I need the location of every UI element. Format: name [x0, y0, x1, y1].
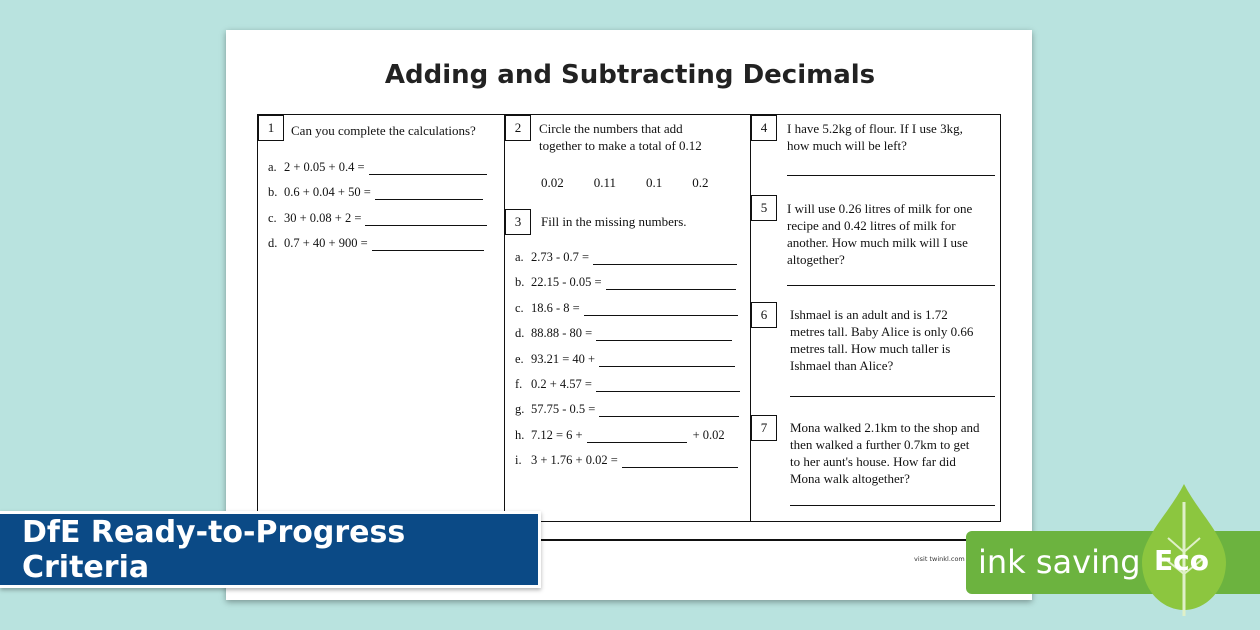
item-label: i. [515, 453, 522, 467]
q3-item-h [515, 428, 725, 443]
answer-line[interactable] [622, 455, 738, 468]
question-3-prompt: Fill in the missing numbers. [541, 214, 687, 229]
prompt-line: Ishmael is an adult and is 1.72 [790, 307, 948, 322]
option-number[interactable]: 0.02 [541, 175, 564, 190]
prompt-line: metres tall. How much taller is [790, 341, 951, 356]
footer-url[interactable]: visit twinkl.com [914, 555, 965, 563]
item-label: c. [515, 301, 524, 315]
prompt-line: I will use 0.26 litres of milk for one [787, 201, 973, 216]
question-6-number: 6 [751, 302, 777, 328]
answer-line[interactable] [375, 187, 483, 200]
question-3-number: 3 [505, 209, 531, 235]
item-suffix: + 0.02 [692, 428, 725, 442]
item-expression: 7.12 = 6 + [531, 428, 583, 442]
q3-item-c [515, 301, 738, 316]
item-expression: 22.15 - 0.05 = [531, 275, 602, 289]
prompt-line: recipe and 0.42 litres of milk for [787, 218, 956, 233]
q2-options [541, 175, 739, 191]
q3-item-d [515, 326, 732, 341]
item-label: f. [515, 377, 523, 391]
option-number[interactable]: 0.11 [593, 175, 617, 190]
answer-line[interactable] [372, 238, 484, 251]
worksheet-title: Adding and Subtracting Decimals [384, 60, 876, 90]
q5-answer-line[interactable] [787, 285, 995, 286]
item-label: a. [268, 160, 277, 174]
question-2-prompt [539, 120, 702, 154]
q4-answer-line[interactable] [787, 175, 995, 176]
eco-word: Eco [1154, 544, 1209, 577]
prompt-line: I have 5.2kg of flour. If I use 3kg, [787, 121, 963, 136]
item-label: d. [515, 326, 525, 340]
prompt-line: together to make a total of 0.12 [539, 138, 702, 153]
prompt-line: how much will be left? [787, 138, 907, 153]
q1-item-d [268, 236, 484, 251]
answer-line[interactable] [369, 162, 487, 175]
question-4-number: 4 [751, 115, 777, 141]
answer-line[interactable] [587, 430, 687, 443]
item-expression: 88.88 - 80 = [531, 326, 593, 340]
item-expression: 93.21 = 40 + [531, 352, 596, 366]
answer-line[interactable] [599, 354, 735, 367]
prompt-line: another. How much milk will I use [787, 235, 968, 250]
prompt-line: Mona walked 2.1km to the shop and [790, 420, 980, 435]
option-number[interactable]: 0.1 [646, 175, 663, 190]
item-label: b. [515, 275, 525, 289]
item-expression: 18.6 - 8 = [531, 301, 580, 315]
item-expression: 57.75 - 0.5 = [531, 402, 596, 416]
prompt-line: Circle the numbers that add [539, 121, 683, 136]
q1-item-c [268, 211, 487, 226]
column-3 [751, 115, 1000, 521]
prompt-line: metres tall. Baby Alice is only 0.66 [790, 324, 974, 339]
answer-line[interactable] [599, 404, 739, 417]
q6-answer-line[interactable] [790, 396, 995, 397]
criteria-banner: DfE Ready-to-Progress Criteria [0, 511, 541, 588]
question-7-number: 7 [751, 415, 777, 441]
q1-item-b [268, 185, 483, 200]
column-2 [505, 115, 751, 521]
q3-item-e [515, 352, 735, 367]
item-label: c. [268, 211, 277, 225]
prompt-line: then walked a further 0.7km to get [790, 437, 970, 452]
question-7-prompt [790, 419, 980, 487]
answer-line[interactable] [606, 277, 736, 290]
question-grid [257, 114, 1001, 522]
q3-item-g [515, 402, 739, 417]
answer-line[interactable] [365, 213, 487, 226]
item-expression: 0.6 + 0.04 + 50 = [284, 185, 371, 199]
q3-item-f [515, 377, 740, 392]
answer-line[interactable] [596, 328, 732, 341]
item-expression: 0.2 + 4.57 = [531, 377, 592, 391]
q3-item-a [515, 250, 737, 265]
question-6-prompt [790, 306, 973, 374]
question-5-prompt [787, 200, 972, 268]
item-label: b. [268, 185, 278, 199]
answer-line[interactable] [596, 379, 740, 392]
prompt-line: to her aunt's house. How far did [790, 454, 956, 469]
item-label: e. [515, 352, 524, 366]
q3-item-i [515, 453, 738, 468]
item-label: d. [268, 236, 278, 250]
answer-line[interactable] [584, 303, 738, 316]
question-1-prompt: Can you complete the calculations? [291, 123, 476, 138]
option-number[interactable]: 0.2 [692, 175, 709, 190]
prompt-line: Ishmael than Alice? [790, 358, 894, 373]
item-label: g. [515, 402, 525, 416]
q3-item-b [515, 275, 736, 290]
item-expression: 0.7 + 40 + 900 = [284, 236, 368, 250]
item-expression: 30 + 0.08 + 2 = [284, 211, 362, 225]
item-expression: 2 + 0.05 + 0.4 = [284, 160, 365, 174]
item-label: a. [515, 250, 524, 264]
q7-answer-line[interactable] [790, 505, 995, 506]
question-2-number: 2 [505, 115, 531, 141]
question-5-number: 5 [751, 195, 777, 221]
prompt-line: altogether? [787, 252, 845, 267]
question-4-prompt [787, 120, 963, 154]
item-expression: 3 + 1.76 + 0.02 = [531, 453, 618, 467]
answer-line[interactable] [593, 252, 737, 265]
ink-saving-label: ink saving [978, 543, 1141, 581]
prompt-line: Mona walk altogether? [790, 471, 910, 486]
q1-item-a [268, 160, 487, 175]
question-1-number: 1 [258, 115, 284, 141]
item-label: h. [515, 428, 525, 442]
column-1 [258, 115, 505, 521]
item-expression: 2.73 - 0.7 = [531, 250, 590, 264]
